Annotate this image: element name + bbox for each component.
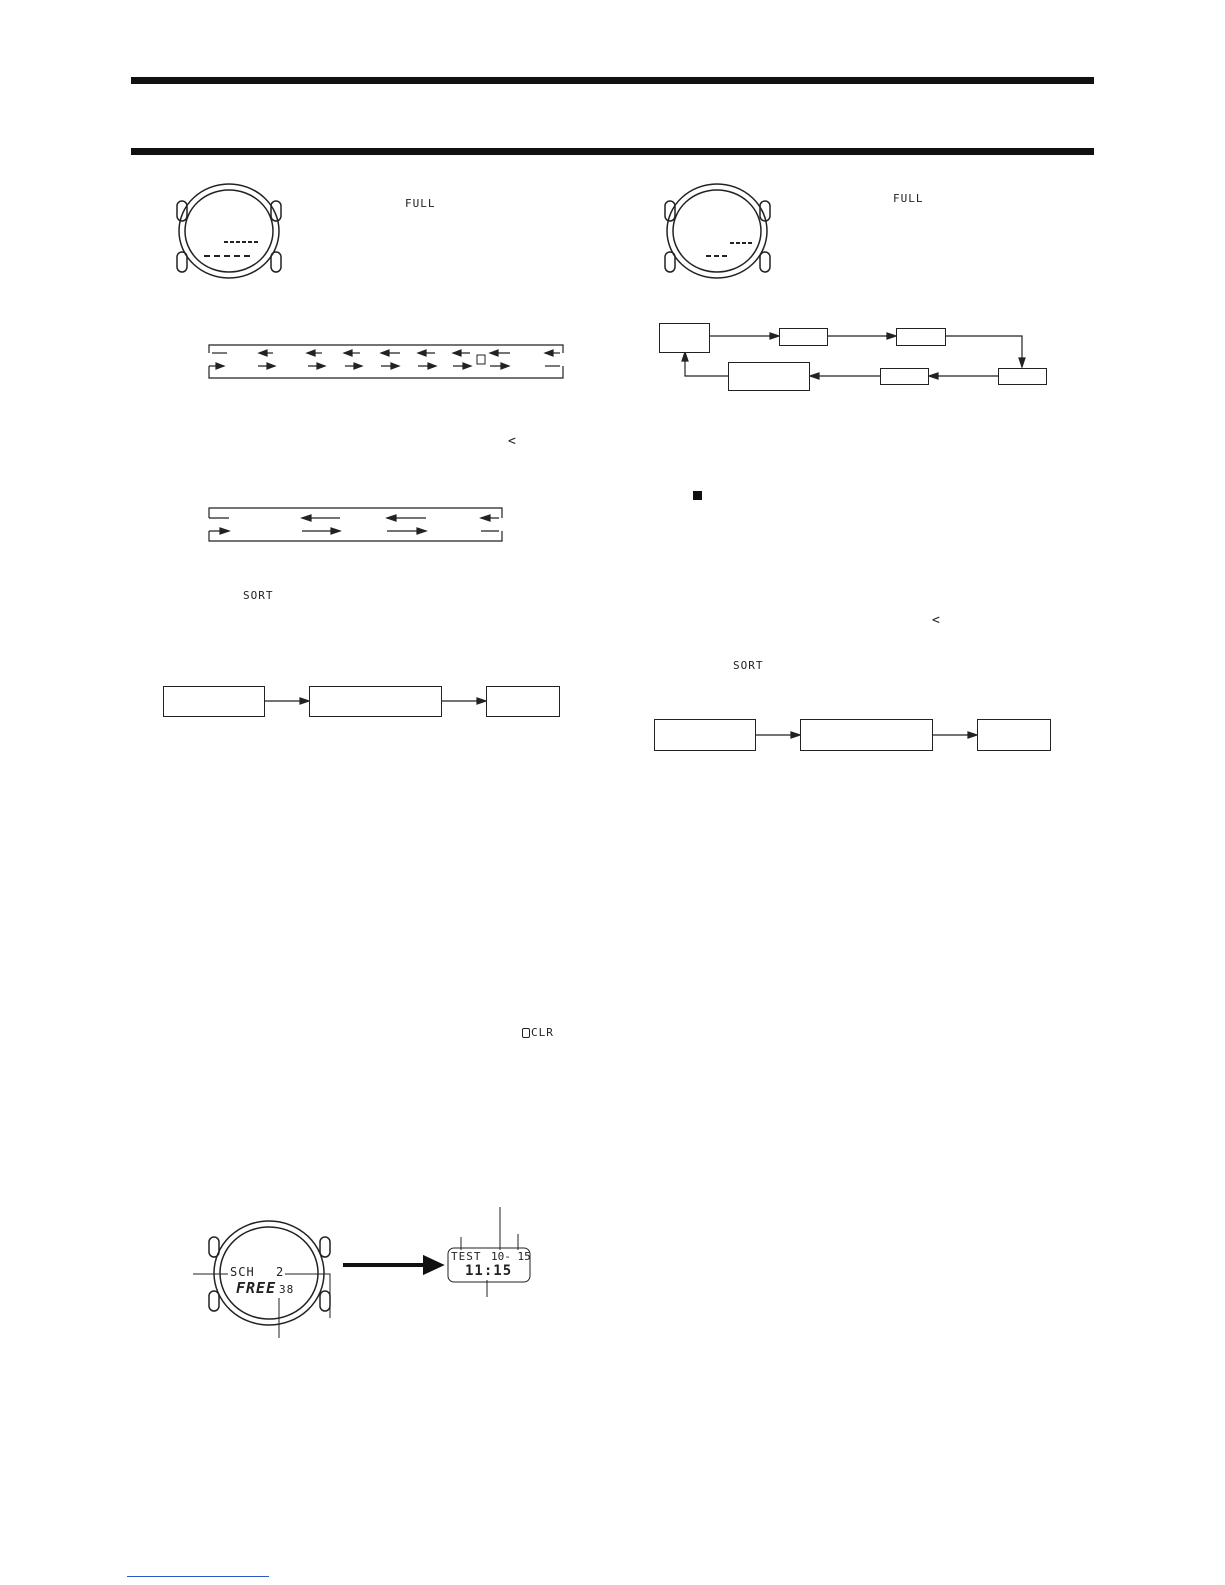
flow-box-left-1 xyxy=(163,686,265,717)
watch-display-line2-number: 38 xyxy=(279,1283,295,1296)
less-than-symbol-right: < xyxy=(932,613,941,628)
cycle-box-6 xyxy=(728,362,810,391)
record-name: TEST xyxy=(451,1250,482,1263)
cycle-box-start xyxy=(659,323,710,353)
watch-display-line1: SCH xyxy=(230,1265,255,1279)
flow-box-left-2 xyxy=(309,686,442,717)
clear-label: CLR xyxy=(531,1026,554,1039)
flow-box-right-3 xyxy=(977,719,1051,751)
watch-display-line2: FREE xyxy=(236,1279,277,1297)
less-than-symbol-left: < xyxy=(508,434,517,449)
cycle-box-2 xyxy=(779,328,828,346)
flow-box-right-1 xyxy=(654,719,756,751)
record-date: 10- 15 xyxy=(491,1250,531,1263)
flow-box-left-3 xyxy=(486,686,560,717)
full-indicator-right: FULL xyxy=(893,192,924,205)
alarm-icon xyxy=(522,1028,530,1038)
full-indicator-left: FULL xyxy=(405,197,436,210)
watch-display-line1-number: 2 xyxy=(276,1265,285,1279)
footer-link-underline[interactable] xyxy=(127,1576,269,1577)
sort-label-right: SORT xyxy=(733,659,764,672)
record-time: 11:15 xyxy=(465,1263,513,1279)
sort-label-left: SORT xyxy=(243,589,274,602)
flow-box-right-2 xyxy=(800,719,933,751)
question-icon xyxy=(693,491,702,500)
cycle-box-5 xyxy=(880,368,929,385)
cycle-box-3 xyxy=(896,328,946,346)
cycle-box-4 xyxy=(998,368,1047,385)
